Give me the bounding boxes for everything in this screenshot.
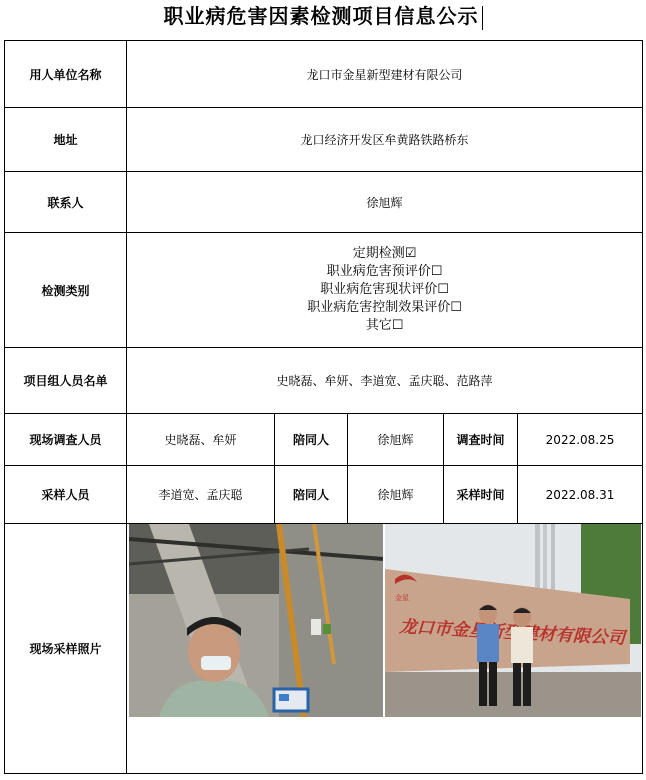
row-survey [5, 414, 643, 466]
sampling-time: 2022.08.31 [518, 466, 643, 524]
sign-logo: 金星 [394, 594, 409, 602]
company-gate-photo-image [385, 524, 641, 717]
category-pre-assessment: 职业病危害预评价☐ [326, 264, 443, 279]
category-status-assessment: 职业病危害现状评价☐ [320, 282, 449, 297]
survey-time: 2022.08.25 [518, 414, 643, 466]
category-options [127, 233, 643, 348]
team-value: 史晓磊、牟妍、李道宽、孟庆聪、范路萍 [127, 348, 643, 414]
category-label: 检测类别 [5, 233, 127, 348]
sampling-time-label: 采样时间 [444, 466, 518, 524]
address-label: 地址 [5, 108, 127, 172]
photo-label: 现场采样照片 [5, 524, 127, 774]
sampling-photo-image [129, 524, 383, 717]
contact-value: 徐旭辉 [127, 172, 643, 233]
row-team [5, 348, 643, 414]
category-control-assessment: 职业病危害控制效果评价☐ [307, 300, 462, 315]
photo-cell [127, 524, 643, 774]
sampling-people: 李道宽、孟庆聪 [127, 466, 275, 524]
sampling-companion-label: 陪同人 [275, 466, 348, 524]
employer-value: 龙口市金星新型建材有限公司 [127, 41, 643, 108]
row-contact [5, 172, 643, 233]
company-gate-photo [385, 524, 641, 717]
survey-people: 史晓磊、牟妍 [127, 414, 275, 466]
team-label: 项目组人员名单 [5, 348, 127, 414]
row-sampling [5, 466, 643, 524]
title-text: 职业病危害因素检测项目信息公示 [163, 4, 479, 28]
address-value: 龙口经济开发区牟黄路铁路桥东 [127, 108, 643, 172]
employer-label: 用人单位名称 [5, 41, 127, 108]
survey-time-label: 调查时间 [444, 414, 518, 466]
row-employer [5, 41, 643, 108]
row-photos [5, 524, 643, 774]
sign-text: 龙口市金星新型建材有限公司 [398, 617, 621, 649]
survey-companion-label: 陪同人 [275, 414, 348, 466]
page-title [0, 2, 646, 30]
sampling-label: 采样人员 [5, 466, 127, 524]
row-category [5, 233, 643, 348]
category-periodic: 定期检测☑ [352, 246, 417, 261]
survey-companion: 徐旭辉 [348, 414, 444, 466]
survey-label: 现场调查人员 [5, 414, 127, 466]
sampling-companion: 徐旭辉 [348, 466, 444, 524]
sampling-photo [129, 524, 383, 717]
category-other: 其它☐ [365, 318, 404, 333]
text-cursor [482, 6, 483, 30]
row-address [5, 108, 643, 172]
info-table [4, 40, 643, 774]
category-list [127, 245, 642, 335]
photo-strip [129, 524, 641, 773]
contact-label: 联系人 [5, 172, 127, 233]
